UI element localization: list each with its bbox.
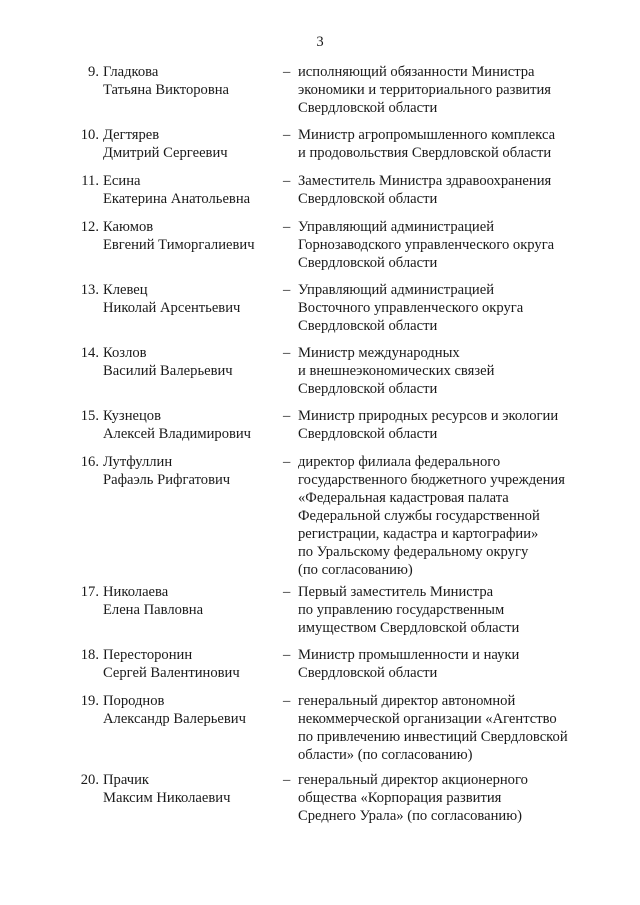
dash-separator: – [283, 282, 291, 298]
given-names: Евгений Тиморгалиевич [103, 237, 255, 253]
position-title [298, 63, 598, 117]
person-name [103, 646, 278, 682]
position-line: Министр природных ресурсов и экологии [298, 408, 559, 424]
person-name [103, 771, 278, 807]
dash-separator: – [283, 693, 291, 709]
position-title [298, 583, 598, 637]
item-number: 16. [80, 454, 99, 470]
position-line: регистрации, кадастра и картографии» [298, 526, 539, 542]
position-line: Первый заместитель Министра [298, 584, 494, 600]
item-number: 9. [88, 64, 99, 80]
surname: Козлов [103, 345, 147, 361]
position-line: и внешнеэкономических связей [298, 363, 495, 379]
page-number: 3 [316, 34, 324, 50]
surname: Кузнецов [103, 408, 161, 424]
position-line: по Уральскому федеральному округу [298, 544, 529, 560]
item-number: 10. [80, 127, 99, 143]
position-line: области» (по согласованию) [298, 747, 473, 763]
dash-separator: – [283, 454, 291, 470]
position-line: Управляющий администрацией [298, 282, 495, 298]
surname: Пересторонин [103, 647, 193, 663]
position-line: Среднего Урала» (по согласованию) [298, 808, 522, 824]
position-title [298, 407, 598, 443]
position-line: по привлечению инвестиций Свердловской [298, 729, 568, 745]
person-name [103, 407, 278, 443]
given-names: Дмитрий Сергеевич [103, 145, 228, 161]
position-line: Свердловской области [298, 191, 438, 207]
position-title [298, 692, 598, 764]
surname: Прачик [103, 772, 149, 788]
position-line: Свердловской области [298, 255, 438, 271]
position-title [298, 646, 598, 682]
item-number: 18. [80, 647, 99, 663]
given-names: Татьяна Викторовна [103, 82, 230, 98]
dash-separator: – [283, 408, 291, 424]
position-line: Министр промышленности и науки [298, 647, 520, 663]
position-line: директор филиала федерального [298, 454, 501, 470]
position-line: общества «Корпорация развития [298, 790, 502, 806]
item-number: 15. [80, 408, 99, 424]
position-title [298, 218, 598, 272]
given-names: Екатерина Анатольевна [103, 191, 251, 207]
position-line: Свердловской области [298, 665, 438, 681]
given-names: Алексей Владимирович [103, 426, 252, 442]
surname: Гладкова [103, 64, 159, 80]
position-line: Восточного управленческого округа [298, 300, 524, 316]
person-name [103, 126, 278, 162]
person-name [103, 218, 278, 254]
item-number: 12. [80, 219, 99, 235]
given-names: Николай Арсентьевич [103, 300, 241, 316]
position-title [298, 172, 598, 208]
person-name [103, 692, 278, 728]
position-title [298, 344, 598, 398]
given-names: Елена Павловна [103, 602, 204, 618]
position-line: генеральный директор автономной [298, 693, 516, 709]
position-line: Свердловской области [298, 318, 438, 334]
person-name [103, 63, 278, 99]
given-names: Александр Валерьевич [103, 711, 246, 727]
position-line: экономики и территориального развития [298, 82, 551, 98]
dash-separator: – [283, 173, 291, 189]
item-number: 11. [81, 173, 99, 189]
position-line: Горнозаводского управленческого округа [298, 237, 555, 253]
position-line: Заместитель Министра здравоохранения [298, 173, 552, 189]
dash-separator: – [283, 772, 291, 788]
surname: Клевец [103, 282, 148, 298]
item-number: 14. [80, 345, 99, 361]
surname: Породнов [103, 693, 165, 709]
position-line: Свердловской области [298, 100, 438, 116]
surname: Дегтярев [103, 127, 160, 143]
position-line: Управляющий администрацией [298, 219, 495, 235]
position-line: генеральный директор акционерного [298, 772, 528, 788]
dash-separator: – [283, 647, 291, 663]
position-line: имуществом Свердловской области [298, 620, 520, 636]
person-name [103, 583, 278, 619]
item-number: 17. [80, 584, 99, 600]
position-line: Свердловской области [298, 426, 438, 442]
position-line: (по согласованию) [298, 562, 413, 578]
given-names: Василий Валерьевич [103, 363, 233, 379]
given-names: Рафаэль Рифгатович [103, 472, 231, 488]
item-number: 20. [80, 772, 99, 788]
surname: Каюмов [103, 219, 154, 235]
given-names: Сергей Валентинович [103, 665, 240, 681]
person-name [103, 281, 278, 317]
position-title [298, 771, 598, 825]
position-line: Федеральной службы государственной [298, 508, 540, 524]
dash-separator: – [283, 219, 291, 235]
dash-separator: – [283, 127, 291, 143]
person-name [103, 344, 278, 380]
position-line: некоммерческой организации «Агентство [298, 711, 557, 727]
position-line: Министр международных [298, 345, 460, 361]
item-number: 19. [80, 693, 99, 709]
given-names: Максим Николаевич [103, 790, 231, 806]
position-line: Свердловской области [298, 381, 438, 397]
person-name [103, 172, 278, 208]
dash-separator: – [283, 345, 291, 361]
surname: Есина [103, 173, 141, 189]
position-title [298, 126, 598, 162]
position-line: государственного бюджетного учреждения [298, 472, 565, 488]
item-number: 13. [80, 282, 99, 298]
position-line: по управлению государственным [298, 602, 505, 618]
dash-separator: – [283, 584, 291, 600]
position-line: Министр агропромышленного комплекса [298, 127, 556, 143]
dash-separator: – [283, 64, 291, 80]
position-title [298, 453, 598, 579]
position-line: и продовольствия Свердловской области [298, 145, 552, 161]
position-line: «Федеральная кадастровая палата [298, 490, 509, 506]
position-title [298, 281, 598, 335]
surname: Николаева [103, 584, 169, 600]
position-line: исполняющий обязанности Министра [298, 64, 535, 80]
surname: Лутфуллин [103, 454, 173, 470]
person-name [103, 453, 278, 489]
